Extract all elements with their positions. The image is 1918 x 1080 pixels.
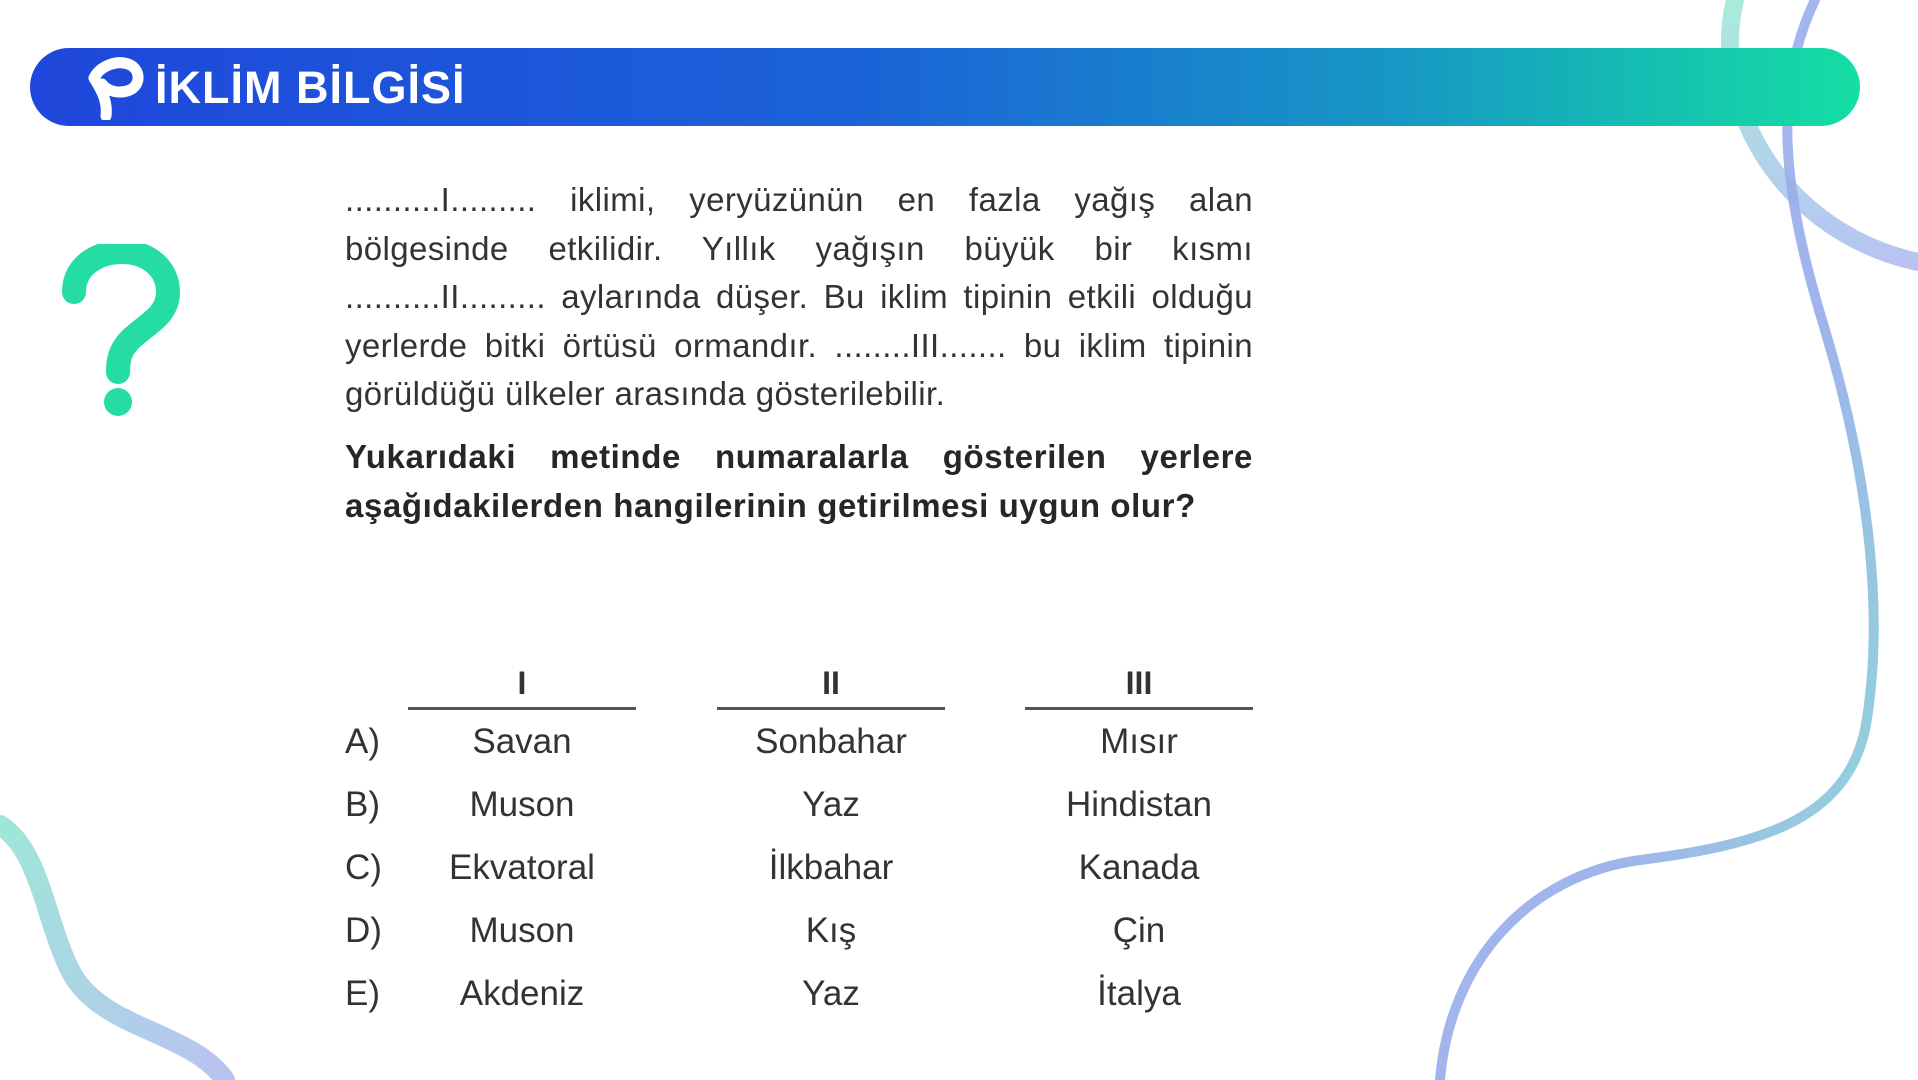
option-row-a[interactable] — [345, 712, 1253, 772]
option-row-b[interactable] — [345, 775, 1253, 835]
option-row-c[interactable] — [345, 838, 1253, 898]
wave-right — [1440, 0, 1874, 1080]
option-letter: C) — [345, 848, 382, 887]
option-cell: Sonbahar — [755, 722, 907, 761]
question-mark-icon — [60, 244, 180, 418]
header-bar — [30, 48, 1860, 126]
option-cell: Ekvatoral — [449, 848, 595, 887]
option-cell: İlkbahar — [768, 848, 894, 887]
option-cell: Yaz — [802, 974, 860, 1013]
option-cell: Akdeniz — [459, 974, 585, 1013]
option-cell: Kanada — [1078, 848, 1200, 887]
question-content — [345, 176, 1253, 530]
p-logo-icon — [78, 54, 148, 120]
option-cell: Kış — [805, 911, 857, 950]
column-header-2: II — [822, 665, 840, 701]
option-cell: Yaz — [802, 785, 860, 824]
column-header-1: I — [517, 665, 527, 701]
option-cell: Muson — [469, 785, 575, 824]
column-header-3: III — [1125, 665, 1153, 701]
wave-top-right — [1730, 0, 1918, 262]
option-cell: Muson — [469, 911, 575, 950]
option-cell: Savan — [472, 722, 572, 761]
option-row-d[interactable] — [345, 901, 1253, 961]
option-row-e[interactable] — [345, 964, 1253, 1024]
passage-text: ..........I......... iklimi, yeryüzünün en fazla yağış alan bölgesinde etkilidir. Yıllık yağışın büyük bir kısmı ..........II......... aylarında düşer. Bu iklim tipinin etkili olduğu yerlerde bitki örtüsü ormandır. ........III....... bu iklim tipinin görüldüğü ülkeler arasında gösterilebilir. — [345, 181, 1253, 413]
page-title: İKLİM BİLGİSİ — [155, 62, 466, 113]
option-letter: A) — [345, 722, 380, 761]
option-cell: Çin — [1112, 911, 1166, 950]
question-text: Yukarıdaki metinde numaralarla gösterilen yerlere aşağıdakilerden hangilerinin getirilmesi uygun olur? — [345, 437, 1253, 524]
column-rule-1 — [408, 707, 636, 710]
column-rule-3 — [1025, 707, 1253, 710]
option-letter: B) — [345, 785, 380, 824]
option-cell: İtalya — [1097, 974, 1181, 1013]
option-letter: D) — [345, 911, 382, 950]
column-rule-2 — [717, 707, 945, 710]
option-letter: E) — [345, 974, 380, 1013]
option-cell: Mısır — [1100, 722, 1178, 761]
wave-bottom-left — [0, 825, 225, 1080]
option-cell: Hindistan — [1066, 785, 1212, 824]
